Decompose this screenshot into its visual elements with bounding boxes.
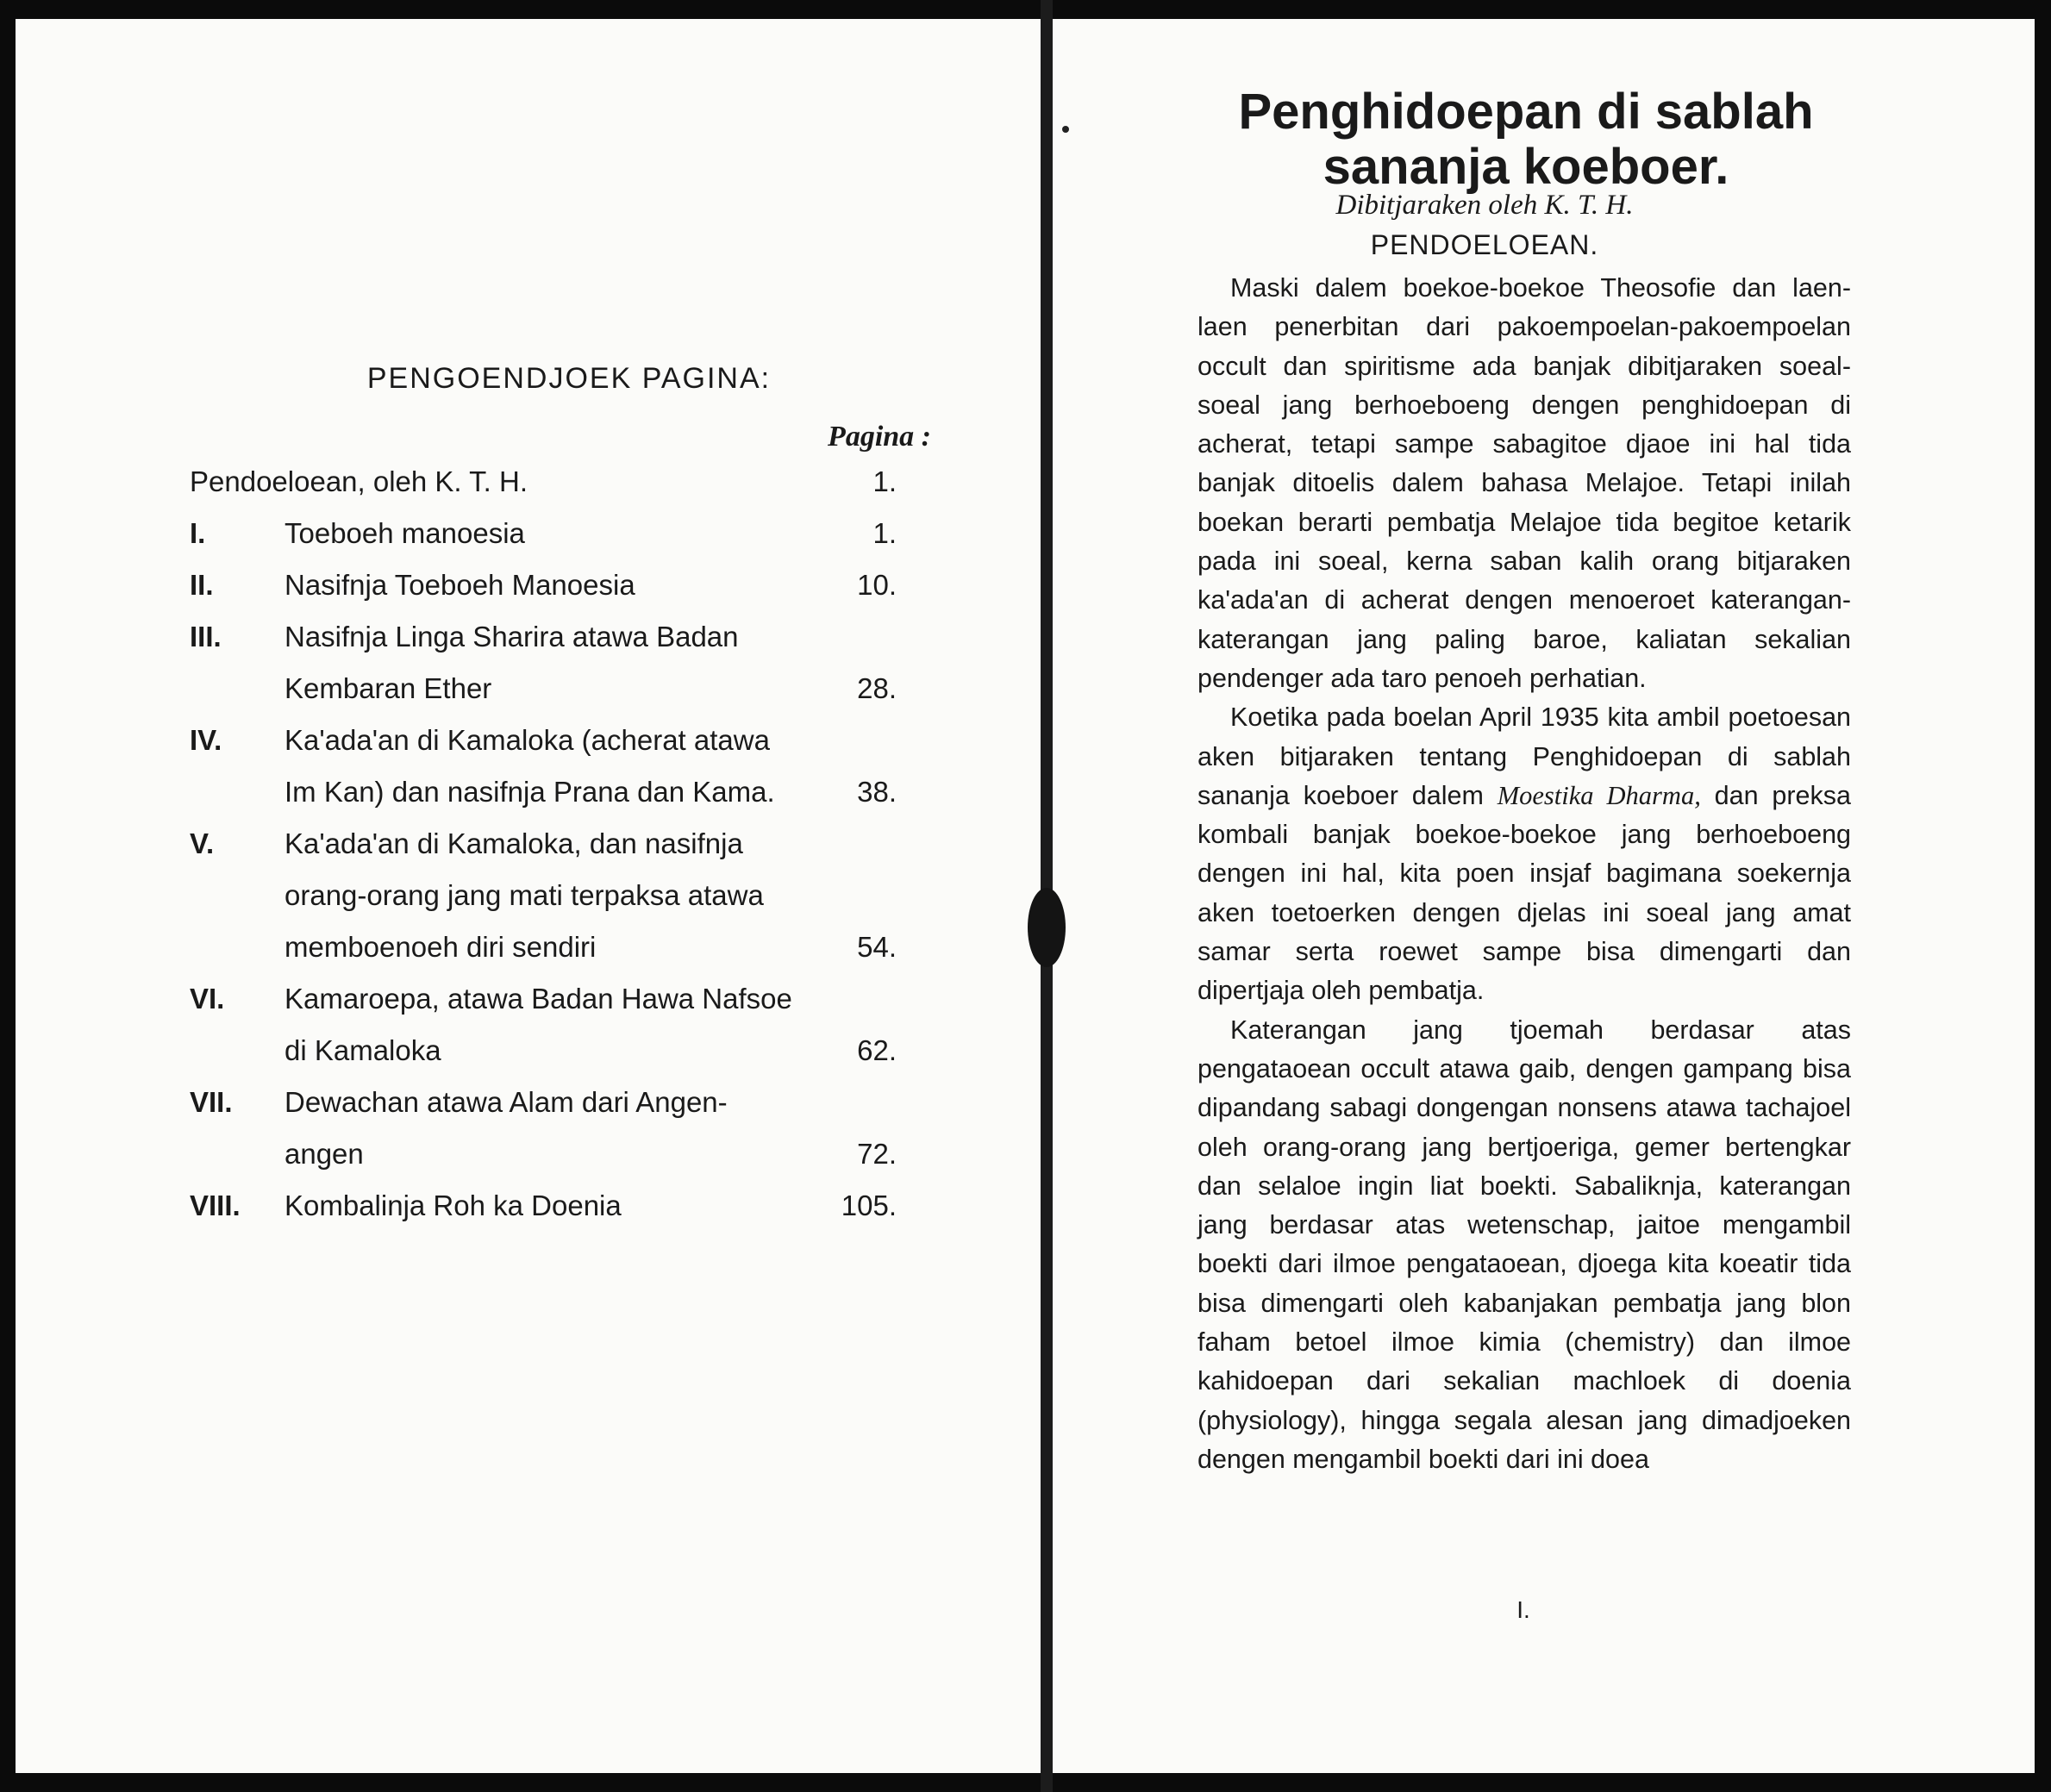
toc-entry <box>190 1086 905 1138</box>
toc-entry-number: VII. <box>190 1086 233 1118</box>
toc-entry-page: 10. <box>857 569 897 601</box>
publication-title: Moestika Dharma, <box>1497 780 1701 810</box>
page-number: I. <box>1516 1596 1530 1623</box>
chapter-title-line: Penghidoepan di sablah <box>1238 84 1814 140</box>
paragraph: Katerangan jang tjoemah berdasar atas pengataoean occult atawa gaib, dengen gampang bisa dipandang sabagi dongengan nonsens atawa tachajoel oleh orang-orang jang bertjoeriga, gemer bertengkar dan selaloe ingin liat boekti. Sabaliknja, katerangan jang berdasar atas wetenschap, jaitoe mengambil boekti dari ilmoe pengataoean, djoega kita koeatir tida bisa dimengarti oleh kabanjakan pembatja jang blon faham betoel ilmoe kimia (chemistry) dan ilmoe kahidoepan dari sekalian machloek di doenia (physiology), hingga segala alesan jang dimadjoeken dengen mengambil boekti dari ini doea <box>1197 1015 1851 1474</box>
toc-entry-number: V. <box>190 827 215 859</box>
toc-entry-text: Nasifnja Linga Sharira atawa Badan <box>285 621 739 652</box>
toc-entry-text: Nasifnja Toeboeh Manoesia <box>285 569 635 601</box>
toc-entry-page: 54. <box>857 931 897 963</box>
toc-entry <box>190 827 905 879</box>
toc-entry-page: 62. <box>857 1034 897 1066</box>
toc-entry-continuation <box>190 672 905 724</box>
toc-entry-page: 1. <box>872 465 897 497</box>
toc-entry-page: 1. <box>872 517 897 549</box>
toc-entry-text: Im Kan) dan nasifnja Prana dan Kama. <box>285 776 775 808</box>
toc-entry-page: 105. <box>841 1189 897 1221</box>
toc-entry-continuation <box>190 879 905 931</box>
toc-entry-text: di Kamaloka <box>285 1034 441 1066</box>
toc-entry-number: VI. <box>190 983 225 1015</box>
toc-entry <box>190 983 905 1034</box>
toc-entry-text: Pendoeloean, oleh K. T. H. <box>190 465 528 497</box>
toc-entry-page: 38. <box>857 776 897 808</box>
chapter-title <box>1121 84 1931 195</box>
toc-entry-continuation <box>190 776 905 827</box>
toc-entry-text: Toeboeh manoesia <box>285 517 525 549</box>
toc-entry-text: orang-orang jang mati terpaksa atawa <box>285 879 764 911</box>
toc-entry <box>190 465 905 517</box>
toc-entry-continuation <box>190 1138 905 1189</box>
toc-entry-text: memboenoeh diri sendiri <box>285 931 597 963</box>
toc-entry-continuation <box>190 931 905 983</box>
paragraph-text: Koetika pada boelan April 1935 kita ambil poetoesan aken bitjaraken tentang Penghidoepan di sablah sananja koeboer dalem <box>1197 702 1851 810</box>
toc-pagina-label: Pagina : <box>828 421 931 453</box>
paragraph <box>1197 698 1851 1010</box>
toc-entry-page: 28. <box>857 672 897 704</box>
toc-entry <box>190 517 905 569</box>
toc-entry-text: Kembaran Ether <box>285 672 492 704</box>
toc-list <box>190 465 905 1241</box>
toc-entry-text: Ka'ada'an di Kamaloka (acherat atawa <box>285 724 770 756</box>
section-heading: PENDOELOEAN. <box>1370 229 1599 260</box>
gutter-binding-mark <box>1028 888 1066 967</box>
toc-entry <box>190 1189 905 1241</box>
toc-entry <box>190 569 905 621</box>
body-text <box>1197 269 1851 1479</box>
toc-entry-number: I. <box>190 517 206 549</box>
paragraph: Maski dalem boekoe-boekoe Theosofie dan laen-laen penerbitan dari pakoempoelan-pakoempoelan occult dan spiritisme ada banjak dibitjaraken soeal-soeal jang berhoeboeng dengen penghidoepan di acherat, tetapi sampe sabagitoe djaoe ini hal tida banjak ditoelis dalem bahasa Melajoe. Tetapi inilah boekan berarti pembatja Melajoe tida begitoe ketarik pada ini soeal, kerna saban kalih orang bitjaraken ka'ada'an di acherat dengen menoeroet katerangan-katerangan jang paling baroe, kaliatan sekalian pendenger ada taro penoeh perhatian. <box>1197 273 1851 693</box>
toc-entry-number: III. <box>190 621 222 652</box>
toc-entry-continuation <box>190 1034 905 1086</box>
toc-entry-text: Kombalinja Roh ka Doenia <box>285 1189 622 1221</box>
toc-entry <box>190 621 905 672</box>
toc-entry-text: Dewachan atawa Alam dari Angen- <box>285 1086 728 1118</box>
toc-entry-page: 72. <box>857 1138 897 1170</box>
toc-entry-text: Kamaroepa, atawa Badan Hawa Nafsoe <box>285 983 792 1015</box>
toc-heading: PENGOENDJOEK PAGINA: <box>366 362 772 395</box>
toc-entry-text: angen <box>285 1138 364 1170</box>
byline: Dibitjaraken oleh K. T. H. <box>1335 190 1634 221</box>
toc-entry-number: IV. <box>190 724 222 756</box>
chapter-title-line: sananja koeboer. <box>1323 139 1729 195</box>
paragraph-text: dan preksa kombali banjak boekoe-boekoe jang berhoeboeng dengen ini hal, kita poen insjaf bagimana soekernja aken toetoerken dengen djelas ini soeal jang amat samar serta roewet sampe bisa dimengarti dan dipertjaja oleh pembatja. <box>1197 780 1851 1006</box>
bullet-mark <box>1062 126 1069 133</box>
toc-entry-text: Ka'ada'an di Kamaloka, dan nasifnja <box>285 827 743 859</box>
toc-entry-number: VIII. <box>190 1189 241 1221</box>
toc-entry <box>190 724 905 776</box>
toc-entry-number: II. <box>190 569 214 601</box>
